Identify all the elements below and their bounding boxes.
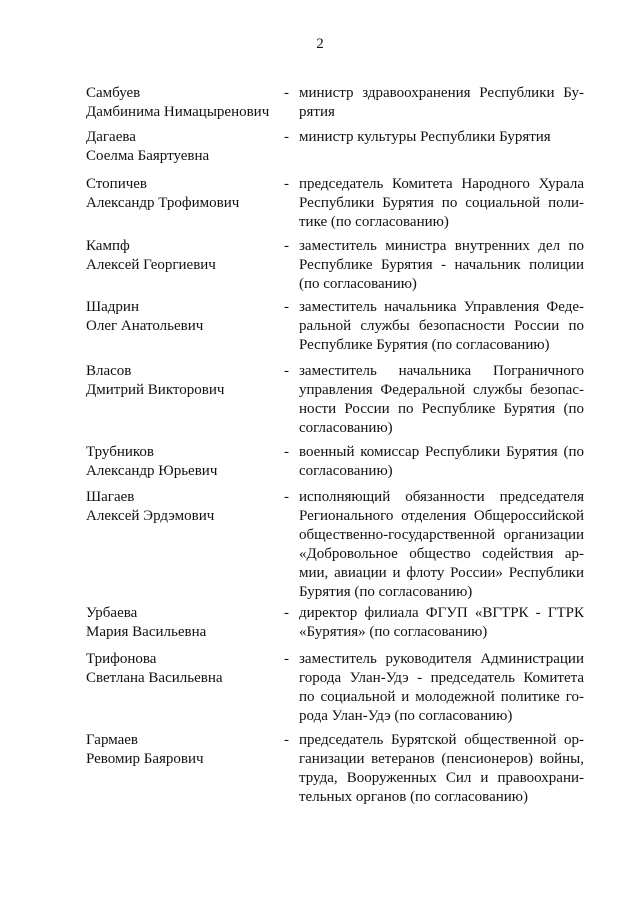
role-line: министр культуры Республики Бурятия [299, 129, 551, 145]
role-line: Республики Бурятия по социальной поли- [299, 195, 584, 211]
member-name [86, 175, 276, 213]
member-role [299, 84, 584, 122]
separator-dash: - [284, 85, 289, 101]
role-line: директор филиала ФГУП «ВГТРК - ГТРК [299, 605, 584, 621]
role-line: ганизации ветеранов (пенсионеров) войны, [299, 751, 584, 767]
role-line: рода Улан-Удэ (по согласованию) [299, 708, 513, 724]
role-line: согласованию) [299, 420, 393, 436]
role-line: тельных органов (по согласованию) [299, 789, 528, 805]
member-surname: Власов [86, 363, 132, 379]
separator-dash: - [284, 651, 289, 667]
member-given-names: Дамбинима Нимацыренович [86, 104, 270, 120]
member-given-names: Светлана Васильевна [86, 670, 223, 686]
member-name [86, 488, 276, 526]
role-line: по социальной и молодежной политике го- [299, 689, 584, 705]
role-line: тике (по согласованию) [299, 214, 449, 230]
role-line: Регионального отделения Общероссийской [299, 508, 584, 524]
separator-dash: - [284, 363, 289, 379]
member-surname: Стопичев [86, 176, 148, 192]
role-line: заместитель начальника Управления Феде- [299, 299, 584, 315]
member-role [299, 362, 584, 438]
member-given-names: Алексей Георгиевич [86, 257, 216, 273]
member-given-names: Александр Юрьевич [86, 463, 218, 479]
role-line: исполняющий обязанности председателя [299, 489, 584, 505]
member-role [299, 128, 584, 147]
member-name [86, 84, 276, 122]
role-line: согласованию) [299, 463, 393, 479]
role-line: Бурятия (по согласованию) [299, 584, 473, 600]
member-given-names: Мария Васильевна [86, 624, 207, 640]
member-name [86, 650, 276, 688]
member-surname: Самбуев [86, 85, 141, 101]
role-line: председатель Бурятской общественной ор- [299, 732, 584, 748]
member-surname: Шадрин [86, 299, 139, 315]
member-role [299, 650, 584, 726]
role-line: Республике Бурятия (по согласованию) [299, 337, 550, 353]
member-role [299, 488, 584, 602]
member-name [86, 443, 276, 481]
separator-dash: - [284, 605, 289, 621]
member-name [86, 128, 276, 166]
member-role [299, 443, 584, 481]
separator-dash: - [284, 176, 289, 192]
role-line: ральной службы безопасности России по [299, 318, 584, 334]
role-line: заместитель руководителя Администрации [299, 651, 584, 667]
member-surname: Дагаева [86, 129, 136, 145]
member-name [86, 237, 276, 275]
role-line: министр здравоохранения Республики Бу- [299, 85, 584, 101]
role-line: мии, авиации и флоту России» Республики [299, 565, 584, 581]
role-line: «Бурятия» (по согласованию) [299, 624, 488, 640]
member-surname: Трифонова [86, 651, 157, 667]
member-surname: Шагаев [86, 489, 135, 505]
member-name [86, 731, 276, 769]
role-line: города Улан-Удэ - председатель Комитета [299, 670, 584, 686]
member-name [86, 362, 276, 400]
member-surname: Трубников [86, 444, 154, 460]
member-given-names: Дмитрий Викторович [86, 382, 225, 398]
member-surname: Гармаев [86, 732, 139, 748]
role-line: (по согласованию) [299, 276, 417, 292]
role-line: «Добровольное общество содействия ар- [299, 546, 584, 562]
role-line: Республике Бурятия - начальник полиции [299, 257, 584, 273]
role-line: управления Федеральной службы безопас- [299, 382, 584, 398]
separator-dash: - [284, 238, 289, 254]
member-given-names: Ревомир Баярович [86, 751, 204, 767]
role-line: труда, Вооруженных Сил и правоохрани- [299, 770, 584, 786]
separator-dash: - [284, 732, 289, 748]
member-surname: Урбаева [86, 605, 138, 621]
separator-dash: - [284, 129, 289, 145]
member-given-names: Олег Анатольевич [86, 318, 204, 334]
role-line: рятия [299, 104, 335, 120]
separator-dash: - [284, 299, 289, 315]
member-given-names: Алексей Эрдэмович [86, 508, 215, 524]
role-line: ности России по Республике Бурятия (по [299, 401, 584, 417]
member-role [299, 175, 584, 232]
member-role [299, 237, 584, 294]
member-surname: Кампф [86, 238, 130, 254]
page-number: 2 [316, 36, 324, 52]
role-line: военный комиссар Республики Бурятия (по [299, 444, 584, 460]
member-given-names: Соелма Баяртуевна [86, 148, 210, 164]
separator-dash: - [284, 489, 289, 505]
member-role [299, 298, 584, 355]
member-role [299, 731, 584, 807]
separator-dash: - [284, 444, 289, 460]
member-role [299, 604, 584, 642]
role-line: заместитель начальника Пограничного [299, 363, 584, 379]
role-line: заместитель министра внутренних дел по [299, 238, 584, 254]
member-name [86, 604, 276, 642]
member-name [86, 298, 276, 336]
role-line: председатель Комитета Народного Хурала [299, 176, 584, 192]
member-given-names: Александр Трофимович [86, 195, 240, 211]
role-line: общественно-государственной организации [299, 527, 584, 543]
